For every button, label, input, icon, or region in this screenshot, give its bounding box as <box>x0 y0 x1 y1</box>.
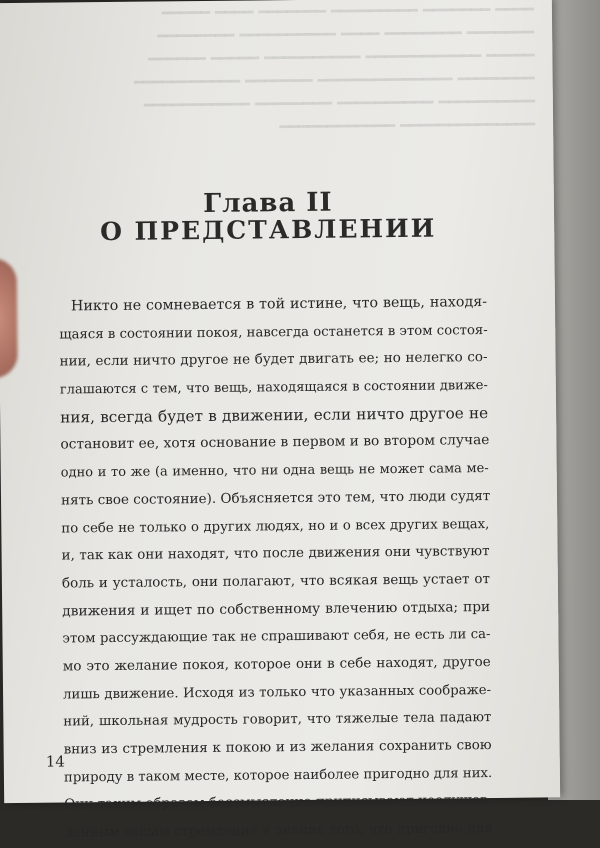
text-line: одно и то же (а именно, что ни одна вещь не может сама ме- <box>60 461 489 481</box>
text-line: Они таким образом бессмысленно приписывают неодушев- <box>64 792 493 813</box>
text-line: остановит ее, хотя основание в первом и во втором случае <box>60 432 490 453</box>
text-line: лишь движение. Исходя из только что указанных соображе- <box>62 682 492 703</box>
text-line: ния, всегда будет в движении, если ничто другое не <box>60 403 489 427</box>
show-through-text: ━━━━ ━━━━━━━ ━━━━━━━━━ ━━━━━━━ ━━━━ ━━━━━ ━━━━━━━ ━━━━━━━━ ━━━━ ━━━━━━━━━━ ━━━━━━━━ ━━━━━ ━━━━━━━━━━━━ ━━━━━━━━━━ ━━━━━ ━━━━━━ ━━━━━━━━ ━━━━━━━━━━━━━━ ━━━━━━━ ━━━━━━━━━━━ ━━━━━━━━━━ ━━━━━━━━━━ ━━━━━━━━ ━━━━━━━━━━━ ━━━━━━━━━━━━━━ ━━━━━━━━━━━━ <box>133 0 536 137</box>
text-line: вниз из стремления к покою и из желания сохранить свою <box>63 737 492 758</box>
text-line: и, так как они находят, что после движения они чувствуют <box>61 543 490 564</box>
text-line: Никто не сомневается в той истине, что вещь, находя- <box>70 294 488 315</box>
text-line: движения и ищет по собственному влечению отдыха; при <box>62 598 491 620</box>
text-line: природу в таком месте, которое наиболее пригодно для них. <box>63 765 493 786</box>
text-line: нии, если ничто другое не будет двигать ее; но нелегко со- <box>59 349 488 370</box>
text-line: щаяся в состоянии покоя, навсегда останется в этом состоя- <box>59 322 488 343</box>
text-line: ленным вещам стремление и знание того, что пригодно для <box>64 821 493 841</box>
page-number: 14 <box>45 752 65 771</box>
text-line: мо это желание покоя, которое они в себе находят, другое <box>62 653 491 675</box>
text-line: ний, школьная мудрость говорит, что тяжелые тела падают <box>63 710 492 730</box>
body-text <box>59 289 493 847</box>
chapter-subtitle: О ПРЕДСТАВЛЕНИИ <box>99 213 437 247</box>
text-line: боль и усталость, они полагают, что всякая вещь устает от <box>61 570 490 592</box>
text-line: этом рассуждающие так не спрашивают себя, не есть ли са- <box>62 627 491 647</box>
thumb-shadow <box>0 258 18 378</box>
chapter-title: Глава II <box>203 187 333 220</box>
text-line: нять свое состояние). Объясняется это тем, что люди судят <box>60 487 491 509</box>
text-line: по себе не только о других людях, но и о всех других вещах, <box>61 516 490 537</box>
text-line: глашаются с тем, что вещь, находящаяся в состоянии движе- <box>59 378 488 398</box>
